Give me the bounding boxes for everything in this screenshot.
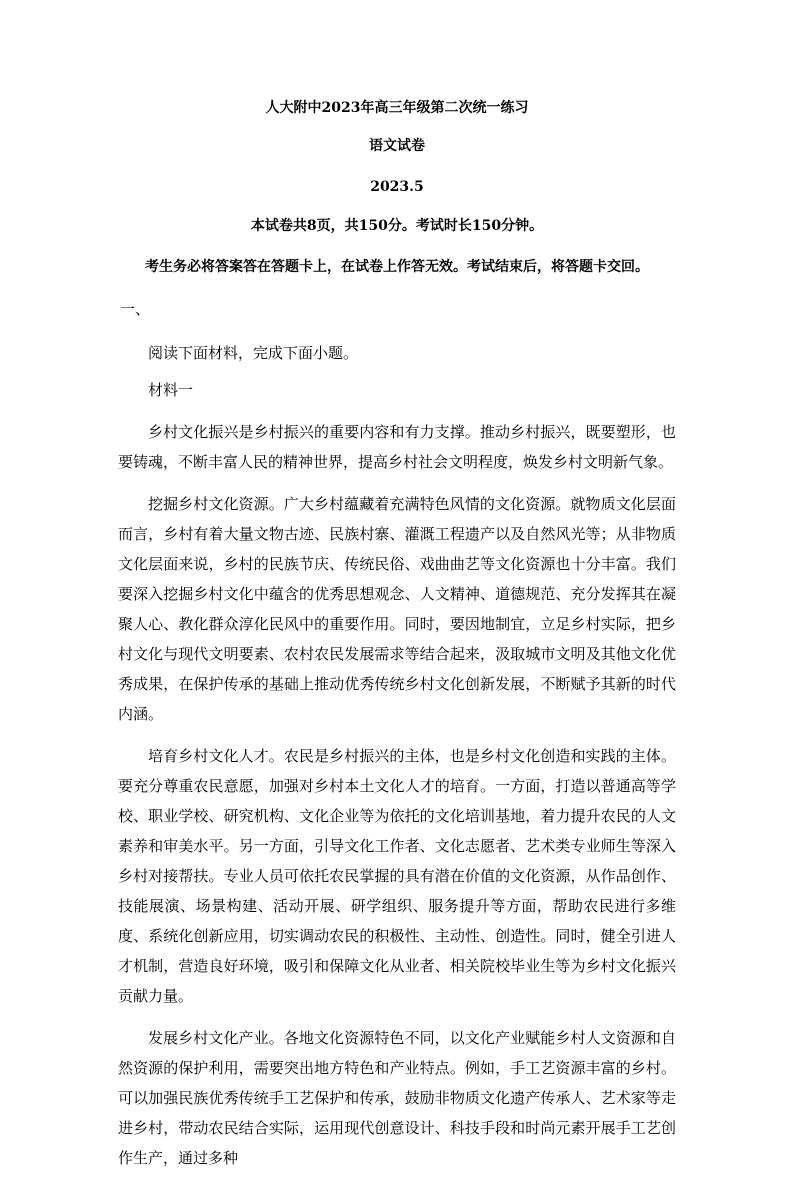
exam-notice: 考生务必将答案答在答题卡上，在试卷上作答无效。考试结束后，将答题卡交回。 <box>145 259 649 275</box>
exam-info: 本试卷共8页，共150分。考试时长150分钟。 <box>250 218 544 234</box>
paragraph-talent: 培育乡村文化人才。农民是乡村振兴的主体，也是乡村文化创造和实践的主体。要充分尊重农民意愿，加强对乡村本土文化人才的培育。一方面，打造以普通高等学校、职业学校、研究机构、文化企业等为依托的文化培训基地，着力提升农民的人文素养和审美水平。另一方面，引导文化工作者、文化志愿者、艺术类专业师生等深入乡村对接帮扶。专业人员可依托农民掌握的具有潜在价值的文化资源，从作品创作、技能展演、场景构建、活动开展、研学组织、服务提升等方面，帮助农民进行多维度、系统化创新应用，切实调动农民的积极性、主动性、创造性。同时，健全引进人才机制，营造良好环境，吸引和保障文化从业者、相关院校毕业生等为乡村文化振兴贡献力量。 <box>118 747 676 1005</box>
exam-title: 人大附中2023年高三年级第二次统一练习 <box>265 100 529 116</box>
reading-section <box>118 338 676 1185</box>
paragraph-intro: 乡村文化振兴是乡村振兴的重要内容和有力支撑。推动乡村振兴，既要塑形，也要铸魂，不断丰富人民的精神世界，提高乡村社会文明程度，焕发乡村文明新气象。 <box>118 423 676 471</box>
exam-subject: 语文试卷 <box>369 138 425 154</box>
paragraph-industry: 发展乡村文化产业。各地文化资源特色不同，以文化产业赋能乡村人文资源和自然资源的保护利用，需要突出地方特色和产业特点。例如，手工艺资源丰富的乡村。可以加强民族优秀传统手工艺保护和传承，鼓励非物质文化遗产传承人、艺术家等走进乡村，带动农民结合实际，运用现代创意设计、科技手段和时尚元素开展手工艺创作生产，通过多种 <box>118 1029 676 1167</box>
section-instruction: 阅读下面材料，完成下面小题。 <box>148 344 359 362</box>
paragraph-resources: 挖掘乡村文化资源。广大乡村蕴藏着充满特色风情的文化资源。就物质文化层面而言，乡村有着大量文物古迹、民族村寨、灌溉工程遗产以及自然风光等；从非物质文化层面来说，乡村的民族节庆、传统民俗、戏曲曲艺等文化资源也十分丰富。我们要深入挖掘乡村文化中蕴含的优秀思想观念、人文精神、道德规范、充分发挥其在凝聚人心、教化群众淳化民风中的重要作用。同时，要因地制宜，立足乡村实际，把乡村文化与现代文明要素、农村农民发展需求等结合起来，汲取城市文明及其他文化优秀成果，在保护传承的基础上推动优秀传统乡村文化创新发展，不断赋予其新的时代内涵。 <box>118 495 676 723</box>
exam-date: 2023.5 <box>370 179 424 195</box>
material-label: 材料一 <box>148 381 194 399</box>
section-number: 一、 <box>120 300 151 318</box>
